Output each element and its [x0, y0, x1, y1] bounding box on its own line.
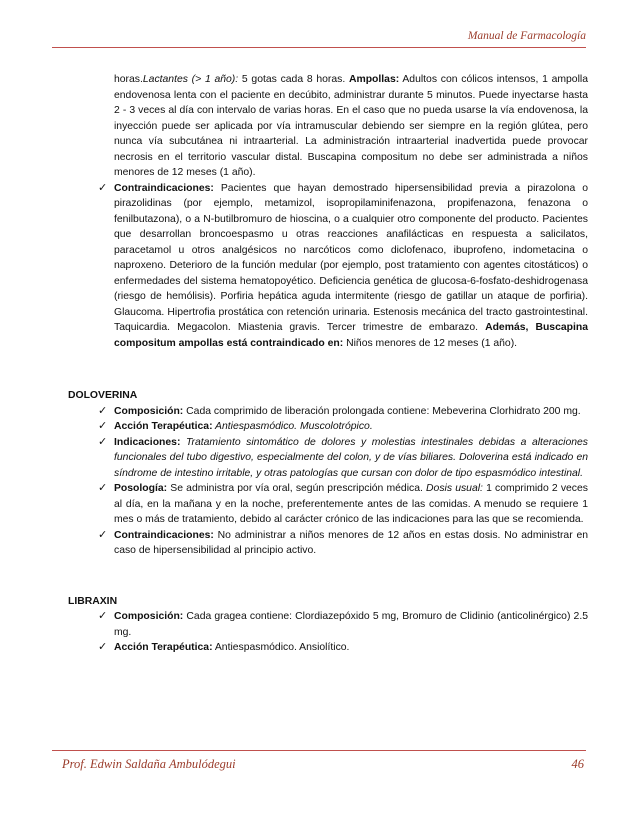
- item-text: Pacientes que hayan demostrado hipersensibilidad previa a pirazolona o pirazolidinas (por ejemplo, metamizol, isopropilaminifenazona, propifenazona, fenazona o fenilbutazona), o a N-butilbromuro de hioscina, o a cualquier otro componente del producto. Pacientes que desarrollan broncoespasmo u otras reacciones anafilácticas en respuesta a salicilatos, paracetamol u otros analgésicos no narcóticos como diclofenaco, ibuprofeno, indometacina o naproxeno. Deterioro de la función medular (por ejemplo, post tratamiento con agentes citostáticos) o enfermedades del sistema hematopoyético. Deficiencia genética de glucosa-6-fosfato-deshidrogenasa (riesgo de hemólisis). Porfiria hepática aguda intermitente (riesgo de gatillar un ataque de porfiria). Glaucoma. Hipertrofia prostática con retención urinaria. Estenosis mecánica del tracto gastrointestinal. Taquicardia. Megacolon. Miastenia gravis. Tercer trimestre de embarazo.: [114, 182, 588, 333]
- item-label: Indicaciones:: [114, 436, 181, 448]
- list-item-posologia: [68, 481, 588, 528]
- intro-label-ampollas: Ampollas:: [348, 74, 400, 85]
- item-label: Acción Terapéutica:: [114, 421, 213, 432]
- item-bold-text: Además, Buscapina compositum ampollas está contraindicado en:: [114, 322, 589, 349]
- check-icon: ✓: [98, 435, 108, 448]
- running-header: Manual de Farmacología: [467, 30, 586, 42]
- item-label: Composición:: [114, 611, 184, 622]
- check-icon: ✓: [98, 482, 108, 494]
- item-label: Composición:: [114, 405, 184, 417]
- check-icon: ✓: [98, 528, 108, 541]
- check-icon: ✓: [98, 641, 108, 653]
- item-text: Cada comprimido de liberación prolongada contiene: Mebeverina Clorhidrato 200 mg.: [183, 405, 581, 417]
- item-text: Cada gragea contiene: Clordiazepóxido 5 mg, Bromuro de Clidinio (anticolinérgico) 2.5 mg.: [114, 611, 588, 638]
- section-title-libraxin: LIBRAXIN: [68, 595, 118, 607]
- list-item-composicion-libraxin: [68, 609, 588, 640]
- section-title-doloverina: DOLOVERINA: [68, 390, 138, 401]
- intro-text-lactantes: Lactantes (> 1 año):: [142, 74, 239, 85]
- intro-paragraph: [68, 72, 588, 181]
- list-item-accion-terapeutica: [68, 419, 588, 435]
- check-icon: ✓: [98, 404, 108, 417]
- list-item-contraindicaciones: [68, 181, 588, 352]
- item-text: Antiespasmódico. Ansiolítico.: [212, 642, 350, 653]
- list-item-accion-terapeutica-libraxin: [68, 640, 588, 656]
- list-item-indicaciones: [68, 435, 588, 482]
- item-text: No administrar a niños menores de 12 años en estas dosis. No administrar en caso de hipersensibilidad al principio activo.: [114, 529, 588, 556]
- item-italic-label: Dosis usual:: [426, 483, 483, 494]
- item-text: Tratamiento sintomático de dolores y molestias intestinales debidas a alteraciones funcionales del tubo digestivo, especialmente del colon, y de vías biliares. Doloverina está indicado en síndrome de intestino irritable, y otras patologías que cursan con dolor de tipo espasmódico intestinal.: [114, 436, 588, 479]
- item-text: Se administra por vía oral, según prescripción médica.: [167, 483, 427, 494]
- list-item-composicion: [68, 404, 588, 420]
- header-divider: [52, 47, 586, 48]
- item-label: Contraindicaciones:: [114, 529, 214, 541]
- check-icon: ✓: [98, 610, 108, 622]
- item-label: Posología:: [114, 483, 168, 494]
- intro-text-e: Adultos con cólicos intensos, 1 ampolla endovenosa lenta con el paciente en decúbito, administrar durante 5 minutos. Puede inyectarse hasta 2 - 3 veces al día con intervalo de varias horas. En el caso que no pueda usarse la vía endovenosa, la inyección puede ser aplicada por vía intramuscular debiendo ser siempre en la región glútea, pero nunca vía subcutánea ni intraarterial. La administración intraarterial inadvertida puede provocar necrosis en el territorio vascular distal. Buscapina compositum no debe ser administrada a niños menores de 12 meses (1 año).: [114, 74, 588, 178]
- item-text: Antiespasmódico. Muscolotrópico.: [212, 421, 373, 432]
- footer-author: Prof. Edwin Saldaña Ambulódegui: [62, 757, 236, 771]
- item-label: Contraindicaciones:: [114, 182, 214, 194]
- check-icon: ✓: [98, 181, 108, 194]
- check-icon: ✓: [98, 420, 108, 432]
- item-label: Acción Terapéutica:: [114, 642, 213, 653]
- intro-text-c: 5 gotas cada 8 horas.: [238, 74, 349, 85]
- intro-text-a: horas.: [114, 74, 143, 85]
- item-text-tail: 1 comprimido 2 veces al día, en la mañana y en la noche, preferentemente antes de las comidas. A menudo se requiere 1 mes o más de tratamiento, debido al carácter crónico de las indicaciones para las que se recomienda.: [114, 483, 588, 525]
- item-text-tail: Niños menores de 12 meses (1 año).: [343, 337, 518, 349]
- footer-divider: [52, 750, 586, 751]
- page-number: 46: [571, 757, 584, 771]
- page-body: [68, 72, 588, 656]
- list-item-contraindicaciones-doloverina: [68, 528, 588, 559]
